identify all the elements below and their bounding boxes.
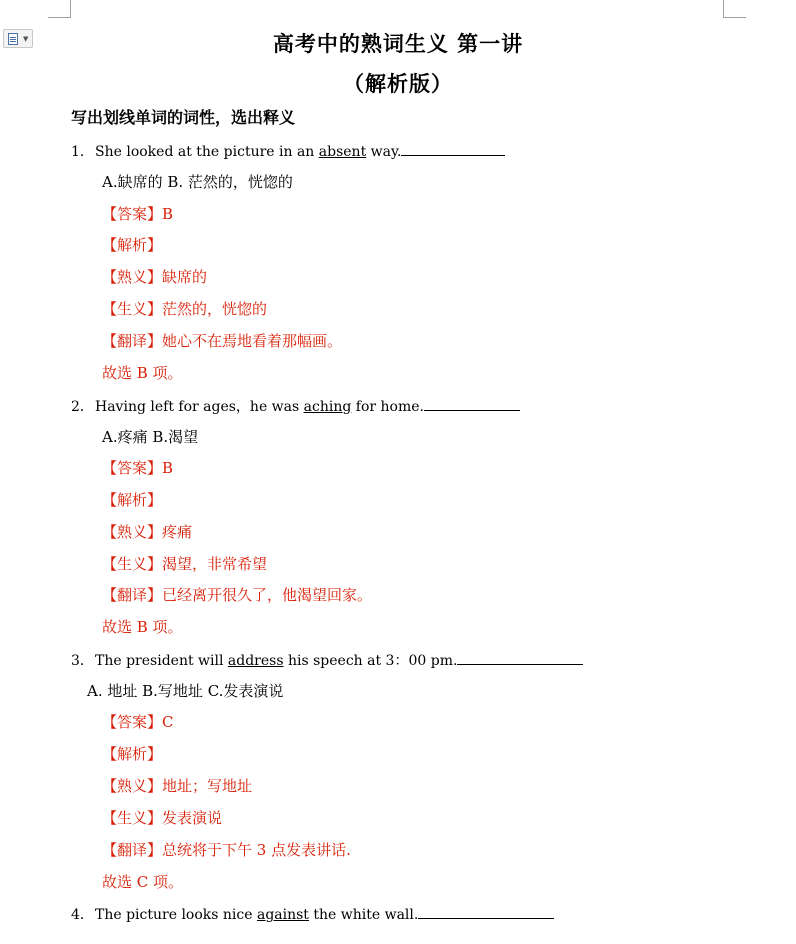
analysis-line: 【解析】: [102, 745, 163, 763]
answer-line: 【答案】B: [102, 459, 174, 477]
question-text-before: The picture looks nice: [95, 907, 257, 923]
conclusion-line: 故选 B 项。: [102, 618, 183, 636]
new-meaning-line: 【生义】发表演说: [102, 809, 223, 827]
question-3-options: A. 地址 B.写地址 C.发表演说: [87, 682, 284, 700]
familiar-meaning-line: 【熟义】缺席的: [102, 268, 208, 286]
question-number: 2．: [71, 399, 94, 415]
question-4: [71, 904, 554, 925]
new-meaning-line: 【生义】茫然的，恍惚的: [102, 300, 268, 318]
question-text-before: The president will: [95, 653, 228, 669]
analysis-line: 【解析】: [102, 491, 163, 509]
question-text-after: his speech at 3：00 pm.: [283, 653, 458, 669]
question-number: 3．: [71, 653, 94, 669]
translation-line: 【翻译】已经离开很久了，他渴望回家。: [102, 586, 373, 604]
question-text-after: way.: [366, 144, 402, 160]
answer-blank: [457, 650, 583, 665]
page-title: 高考中的熟词生义 第一讲: [272, 31, 524, 56]
question-3: [71, 650, 583, 671]
conclusion-line: 故选 B 项。: [102, 364, 183, 382]
translation-line: 【翻译】总统将于下午 3 点发表讲话.: [102, 841, 351, 859]
question-text-after: for home.: [351, 399, 424, 415]
question-text-before: She looked at the picture in an: [95, 144, 319, 160]
question-2-options: A.疼痛 B.渴望: [102, 428, 199, 446]
instruction-heading: 写出划线单词的词性，选出释义: [71, 108, 296, 127]
question-1-options: A.缺席的 B. 茫然的，恍惚的: [102, 173, 293, 191]
familiar-meaning-line: 【熟义】疼痛: [102, 523, 193, 541]
question-number: 4．: [71, 907, 94, 923]
translation-line: 【翻译】她心不在焉地看着那幅画。: [102, 332, 343, 350]
underlined-word: aching: [303, 399, 352, 415]
new-meaning-line: 【生义】渴望，非常希望: [102, 555, 268, 573]
familiar-meaning-line: 【熟义】地址；写地址: [102, 777, 253, 795]
chevron-down-icon: ▼: [23, 34, 29, 43]
page-corner-mark: [723, 17, 746, 18]
question-text-after: the white wall.: [308, 907, 419, 923]
underlined-word: against: [256, 907, 309, 923]
question-number: 1．: [71, 144, 94, 160]
analysis-line: 【解析】: [102, 236, 163, 254]
page-subtitle: （解析版）: [343, 71, 453, 96]
answer-line: 【答案】C: [102, 713, 174, 731]
answer-blank: [401, 141, 505, 156]
answer-line: 【答案】B: [102, 205, 174, 223]
underlined-word: address: [227, 653, 284, 669]
page-corner-mark: [70, 0, 71, 17]
page-corner-mark: [48, 17, 71, 18]
question-1: [71, 141, 505, 162]
conclusion-line: 故选 C 项。: [102, 873, 184, 891]
answer-blank: [418, 904, 554, 919]
page-corner-mark: [723, 0, 724, 17]
underlined-word: absent: [318, 144, 367, 160]
question-text-before: Having left for ages，he was: [95, 399, 304, 415]
answer-blank: [424, 396, 520, 411]
question-2: [71, 396, 520, 417]
